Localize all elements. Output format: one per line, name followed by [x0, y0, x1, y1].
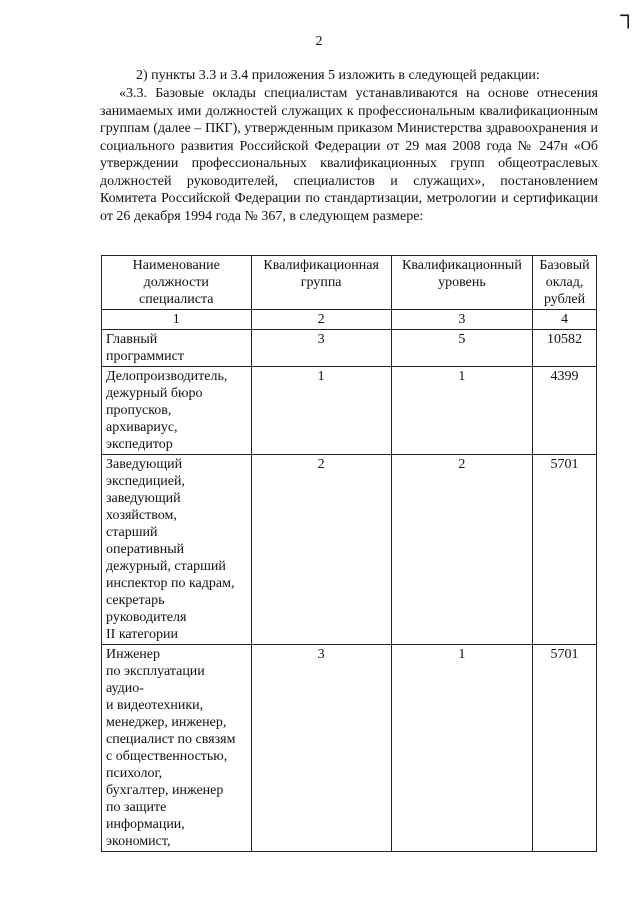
clause-paragraph: «3.3. Базовые оклады специалистам устанавливаются на основе отнесения занимаемых ими должностей служащих к профессиональным квалификационным группам (далее – ПКГ), утвержденным приказом Министерства здравоохранения и социального развития Российской Федерации от 29 мая 2008 года № 247н «Об утверждении профессиональных квалификационных групп общеотраслевых должностей руководителей, специалистов и служащих», постановлением Комитета Российской Федерации по стандартизации, метрологии и сертификации от 26 декабря 1994 года № 367, в следующем размере: — [100, 86, 598, 224]
qualification-level: 1 — [391, 367, 532, 455]
table-row — [102, 330, 597, 367]
column-number: 1 — [102, 310, 252, 330]
qualification-group: 3 — [251, 330, 391, 367]
table-header-row — [102, 256, 597, 310]
intro-paragraph: 2) пункты 3.3 и 3.4 приложения 5 изложить в следующей редакции: — [136, 68, 540, 83]
salary-table — [101, 255, 597, 852]
corner-mark: ┐ — [620, 2, 636, 27]
header-group: Квалификационная группа — [251, 256, 391, 310]
base-salary: 5701 — [533, 455, 597, 645]
position-name: Инженер по эксплуатации аудио- и видеотехники, менеджер, инженер, специалист по связям с общественностью, психолог, бухгалтер, инженер по защите информации, экономист, — [102, 645, 252, 852]
qualification-group: 3 — [251, 645, 391, 852]
base-salary: 4399 — [533, 367, 597, 455]
position-name: Главный программист — [102, 330, 252, 367]
qualification-level: 5 — [391, 330, 532, 367]
qualification-level: 2 — [391, 455, 532, 645]
position-name: Заведующий экспедицией, заведующий хозяйством, старший оперативный дежурный, старший инспектор по кадрам, секретарь руководителя II категории — [102, 455, 252, 645]
qualification-group: 2 — [251, 455, 391, 645]
base-salary: 5701 — [533, 645, 597, 852]
base-salary: 10582 — [533, 330, 597, 367]
column-number: 4 — [533, 310, 597, 330]
header-position: Наименование должности специалиста — [102, 256, 252, 310]
table-row — [102, 367, 597, 455]
table-numbering-row — [102, 310, 597, 330]
column-number: 3 — [391, 310, 532, 330]
position-name: Делопроизводитель, дежурный бюро пропусков, архивариус, экспедитор — [102, 367, 252, 455]
header-salary: Базовый оклад, рублей — [533, 256, 597, 310]
table-row — [102, 645, 597, 852]
page-number: 2 — [315, 34, 323, 49]
column-number: 2 — [251, 310, 391, 330]
qualification-level: 1 — [391, 645, 532, 852]
header-level: Квалификационный уровень — [391, 256, 532, 310]
table-row — [102, 455, 597, 645]
qualification-group: 1 — [251, 367, 391, 455]
